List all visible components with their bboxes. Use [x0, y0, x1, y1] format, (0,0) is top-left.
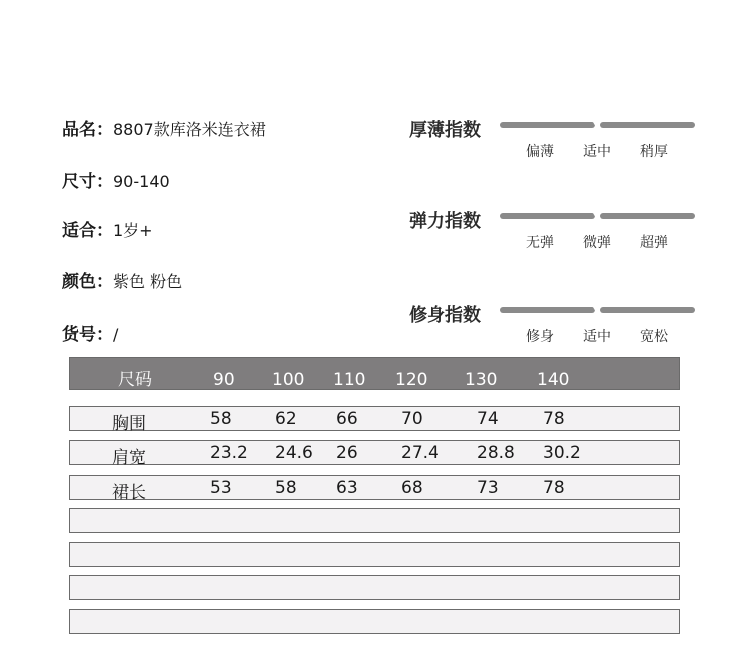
- table-cell: 78: [543, 409, 565, 429]
- product-size-range: [62, 167, 170, 192]
- table-row-chest: [69, 406, 680, 434]
- scale-bar-right: [600, 122, 695, 128]
- table-cell: 53: [210, 478, 232, 498]
- scale-bar-right: [600, 307, 695, 313]
- table-cell: 27.4: [401, 443, 439, 463]
- elasticity-option-2: 微弹: [583, 235, 611, 251]
- product-name-label: 品名：: [62, 120, 113, 140]
- fit-index-title: 修身指数: [409, 305, 481, 326]
- size-range-value: 90-140: [113, 172, 170, 191]
- product-sku: [62, 320, 118, 345]
- thickness-option-1: 偏薄: [526, 144, 554, 160]
- elasticity-index-title: 弹力指数: [409, 211, 481, 232]
- scale-bar-left: [500, 213, 595, 219]
- header-size-130: 130: [465, 370, 498, 390]
- header-size-90: 90: [213, 370, 235, 390]
- row-label: 肩宽: [112, 448, 146, 468]
- elasticity-scale: [500, 213, 695, 219]
- fit-scale: [500, 307, 695, 313]
- scale-bar-right: [600, 213, 695, 219]
- thickness-option-2: 适中: [583, 144, 611, 160]
- product-colors: [62, 267, 182, 292]
- colors-label: 颜色：: [62, 272, 113, 292]
- empty-table-row: [69, 575, 680, 600]
- empty-table-row: [69, 542, 680, 567]
- table-cell: 28.8: [477, 443, 515, 463]
- table-row-length: [69, 475, 680, 503]
- age-label: 适合：: [62, 221, 113, 241]
- size-table-header: [69, 357, 680, 390]
- table-cell: 68: [401, 478, 423, 498]
- table-cell: 26: [336, 443, 358, 463]
- table-cell: 78: [543, 478, 565, 498]
- product-name: [62, 115, 266, 140]
- table-cell: 74: [477, 409, 499, 429]
- table-cell: 30.2: [543, 443, 581, 463]
- table-cell: 66: [336, 409, 358, 429]
- product-name-value: 8807款库洛米连衣裙: [113, 120, 266, 139]
- scale-bar-left: [500, 122, 595, 128]
- product-age: [62, 216, 153, 241]
- header-size-100: 100: [272, 370, 305, 390]
- empty-table-row: [69, 609, 680, 634]
- thickness-option-3: 稍厚: [640, 144, 668, 160]
- table-cell: 58: [210, 409, 232, 429]
- age-value: 1岁+: [113, 221, 153, 240]
- scale-bar-left: [500, 307, 595, 313]
- table-cell: 63: [336, 478, 358, 498]
- sku-value: /: [113, 325, 119, 344]
- table-cell: 70: [401, 409, 423, 429]
- fit-option-1: 修身: [526, 329, 554, 345]
- table-cell: 73: [477, 478, 499, 498]
- elasticity-option-3: 超弹: [640, 235, 668, 251]
- scale-marker-triangle-icon: [593, 213, 601, 220]
- table-row-shoulder: [69, 440, 680, 468]
- header-size-label: 尺码: [118, 370, 152, 390]
- table-cell: 58: [275, 478, 297, 498]
- thickness-scale: [500, 122, 695, 128]
- empty-table-row: [69, 508, 680, 533]
- colors-value: 紫色 粉色: [113, 272, 183, 291]
- table-cell: 62: [275, 409, 297, 429]
- scale-marker-triangle-icon: [593, 307, 601, 314]
- row-label: 裙长: [112, 483, 146, 503]
- size-range-label: 尺寸：: [62, 172, 113, 192]
- row-label: 胸围: [112, 414, 146, 434]
- header-size-140: 140: [537, 370, 570, 390]
- thickness-index-title: 厚薄指数: [409, 120, 481, 141]
- sku-label: 货号：: [62, 325, 113, 345]
- elasticity-option-1: 无弹: [526, 235, 554, 251]
- table-cell: 24.6: [275, 443, 313, 463]
- header-size-110: 110: [333, 370, 366, 390]
- fit-option-2: 适中: [583, 329, 611, 345]
- scale-marker-triangle-icon: [593, 122, 601, 129]
- table-cell: 23.2: [210, 443, 248, 463]
- header-size-120: 120: [395, 370, 428, 390]
- fit-option-3: 宽松: [640, 329, 668, 345]
